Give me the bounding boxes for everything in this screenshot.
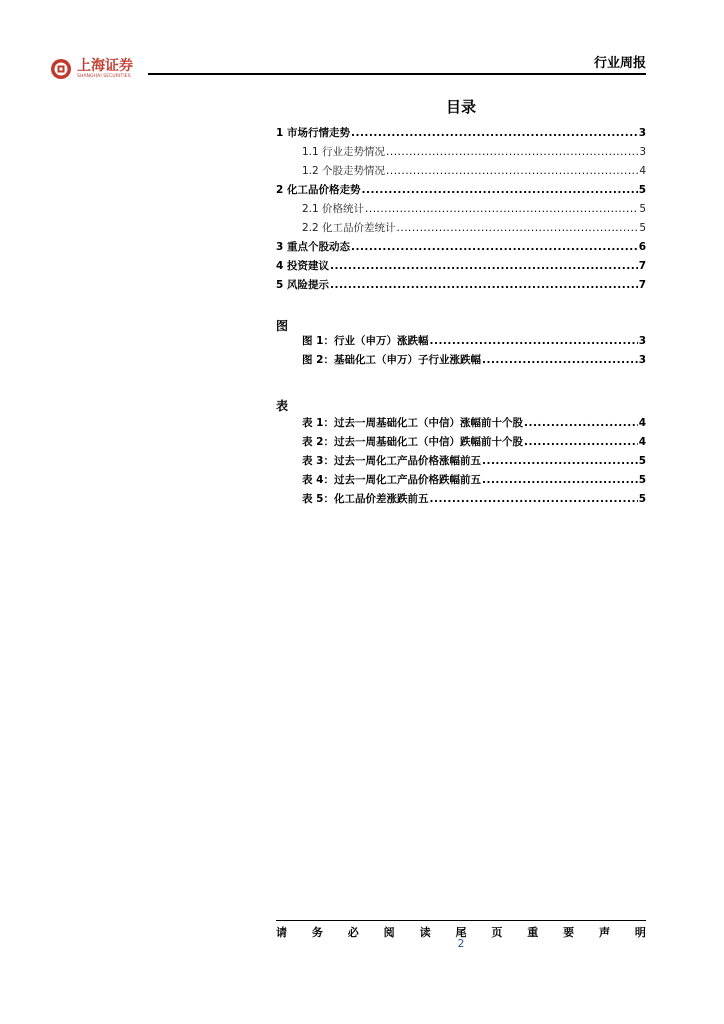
toc-leader bbox=[482, 474, 638, 486]
company-logo bbox=[50, 56, 133, 82]
toc-leader bbox=[482, 455, 638, 467]
toc-entry-label: 2.1 价格统计 bbox=[302, 203, 365, 215]
figure-entry[interactable] bbox=[276, 352, 646, 371]
table-entry-page: 5 bbox=[638, 493, 646, 505]
toc-entry[interactable] bbox=[276, 201, 646, 220]
toc-entry-page: 3 bbox=[639, 146, 646, 158]
table-entry-page: 5 bbox=[638, 474, 646, 486]
table-entry-page: 4 bbox=[638, 436, 646, 448]
footer-notice-char: 务 bbox=[311, 926, 323, 939]
figure-entry-page: 3 bbox=[638, 335, 646, 347]
toc-leader bbox=[365, 203, 638, 215]
toc-entry-page: 7 bbox=[638, 260, 646, 272]
footer-notice-char: 阅 bbox=[383, 926, 395, 939]
toc-entry[interactable] bbox=[276, 239, 646, 258]
logo-subtext: SHANGHAI SECURITIES bbox=[77, 73, 131, 79]
tables-heading: 表 bbox=[276, 399, 289, 413]
shanghai-securities-logo-icon bbox=[50, 58, 72, 80]
toc-entry-page: 4 bbox=[639, 165, 646, 177]
footer-notice-char: 页 bbox=[491, 926, 503, 939]
page-number: 2 bbox=[457, 937, 465, 950]
toc-entry-page: 3 bbox=[638, 127, 646, 139]
table-entry-label: 表 2：过去一周基础化工（中信）跌幅前十个股 bbox=[302, 436, 523, 448]
tables-list bbox=[276, 415, 646, 510]
table-entry[interactable] bbox=[276, 472, 646, 491]
table-entry-label: 表 1：过去一周基础化工（中信）涨幅前十个股 bbox=[302, 417, 523, 429]
figure-entry-page: 3 bbox=[638, 354, 646, 366]
toc-title: 目录 bbox=[445, 98, 476, 116]
toc-entry-label: 1.1 行业走势情况 bbox=[302, 146, 386, 158]
toc-leader bbox=[330, 260, 638, 272]
toc-entry[interactable] bbox=[276, 220, 646, 239]
table-entry-label: 表 4：过去一周化工产品价格跌幅前五 bbox=[302, 474, 481, 486]
toc-entry-page: 6 bbox=[638, 241, 646, 253]
toc-leader bbox=[397, 222, 638, 234]
toc-entry[interactable] bbox=[276, 277, 646, 296]
footer-notice-char: 明 bbox=[634, 926, 646, 939]
toc-entry-label: 1 市场行情走势 bbox=[276, 127, 350, 139]
toc-entry-label: 5 风险提示 bbox=[276, 279, 329, 291]
footer-notice-char: 尾 bbox=[455, 926, 467, 939]
toc-entry-page: 7 bbox=[638, 279, 646, 291]
toc-leader bbox=[361, 184, 637, 196]
figures-heading: 图 bbox=[276, 319, 289, 333]
toc-leader bbox=[386, 165, 638, 177]
footer-notice-char: 声 bbox=[599, 926, 611, 939]
footer-notice-char: 重 bbox=[527, 926, 539, 939]
toc-leader bbox=[386, 146, 638, 158]
toc-leader bbox=[429, 335, 637, 347]
header-divider bbox=[148, 73, 646, 75]
toc-leader bbox=[524, 436, 638, 448]
table-entry-page: 4 bbox=[638, 417, 646, 429]
toc-leader bbox=[482, 354, 638, 366]
footer-notice-char: 必 bbox=[347, 926, 359, 939]
toc-entry-label: 3 重点个股动态 bbox=[276, 241, 350, 253]
toc-entry-label: 4 投资建议 bbox=[276, 260, 329, 272]
toc-leader bbox=[429, 493, 637, 505]
toc-entry-label: 2 化工品价格走势 bbox=[276, 184, 361, 196]
figures-list bbox=[276, 333, 646, 371]
toc-entry[interactable] bbox=[276, 144, 646, 163]
footer-divider bbox=[276, 920, 646, 921]
toc-entry-page: 5 bbox=[639, 203, 646, 215]
toc-leader bbox=[330, 279, 638, 291]
figure-entry-label: 图 1：行业（申万）涨跌幅 bbox=[302, 335, 429, 347]
toc-list bbox=[276, 125, 646, 296]
toc-entry[interactable] bbox=[276, 182, 646, 201]
report-type: 行业周报 bbox=[593, 56, 646, 71]
logo-text: 上海证券 bbox=[77, 57, 133, 74]
footer-notice-char: 要 bbox=[563, 926, 575, 939]
table-entry[interactable] bbox=[276, 453, 646, 472]
figure-entry-label: 图 2：基础化工（申万）子行业涨跌幅 bbox=[302, 354, 481, 366]
toc-entry[interactable] bbox=[276, 125, 646, 144]
footer-notice-char: 读 bbox=[419, 926, 431, 939]
toc-leader bbox=[351, 241, 638, 253]
table-entry-label: 表 3：过去一周化工产品价格涨幅前五 bbox=[302, 455, 481, 467]
toc-entry-label: 2.2 化工品价差统计 bbox=[302, 222, 396, 234]
toc-entry[interactable] bbox=[276, 258, 646, 277]
footer-notice-char: 请 bbox=[276, 926, 287, 939]
table-entry-label: 表 5：化工品价差涨跌前五 bbox=[302, 493, 429, 505]
toc-entry[interactable] bbox=[276, 163, 646, 182]
table-entry-page: 5 bbox=[638, 455, 646, 467]
table-entry[interactable] bbox=[276, 434, 646, 453]
table-entry[interactable] bbox=[276, 491, 646, 510]
toc-entry-page: 5 bbox=[638, 184, 646, 196]
toc-leader bbox=[351, 127, 638, 139]
toc-leader bbox=[524, 417, 638, 429]
table-entry[interactable] bbox=[276, 415, 646, 434]
figure-entry[interactable] bbox=[276, 333, 646, 352]
toc-entry-page: 5 bbox=[639, 222, 646, 234]
toc-entry-label: 1.2 个股走势情况 bbox=[302, 165, 386, 177]
